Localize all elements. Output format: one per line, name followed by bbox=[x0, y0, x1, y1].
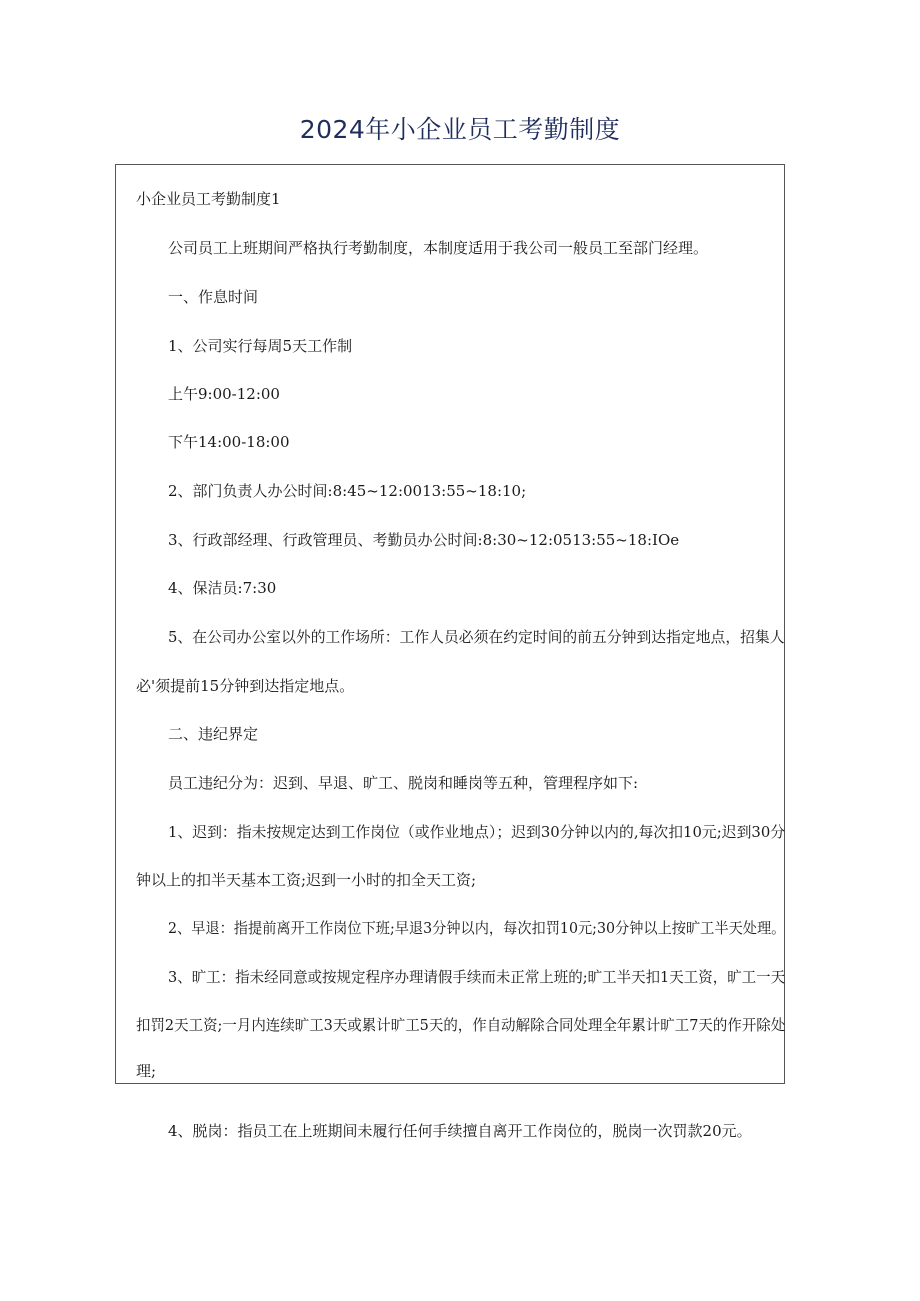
paragraph-line: 1、公司实行每周5天工作制 bbox=[168, 337, 353, 355]
paragraph-line: 下午14:00-18:00 bbox=[168, 433, 290, 451]
paragraph-line: 4、保洁员:7:30 bbox=[168, 579, 277, 597]
document-title: 2024年小企业员工考勤制度 bbox=[299, 115, 621, 144]
paragraph-line: 5、在公司办公室以外的工作场所：工作人员必须在约定时间的前五分钟到达指定地点，招集人 bbox=[168, 628, 785, 646]
paragraph-line: 2、早退：指提前离开工作岗位下班;早退3分钟以内，每次扣罚10元;30分钟以上按旷工半天处理。 bbox=[168, 919, 786, 937]
paragraph-line: 必'须提前15分钟到达指定地点。 bbox=[136, 677, 355, 695]
paragraph-line: 3、旷工：指未经同意或按规定程序办理请假手续而未正常上班的;旷工半天扣1天工资，旷工一天 bbox=[168, 968, 786, 986]
paragraph-line: 员工违纪分为：迟到、早退、旷工、脱岗和睡岗等五种，管理程序如下: bbox=[168, 774, 639, 792]
paragraph-line: 上午9:00-12:00 bbox=[168, 385, 280, 403]
paragraph-line: 二、违纪界定 bbox=[168, 725, 259, 743]
paragraph-line: 1、迟到：指未按规定达到工作岗位（或作业地点）；迟到30分钟以内的,每次扣10元;迟到30分 bbox=[168, 823, 786, 841]
paragraph-line: 3、行政部经理、行政管理员、考勤员办公时间:8:30~12:0513:55~18:IOe bbox=[168, 531, 680, 549]
paragraph-line: 钟以上的扣半天基本工资;迟到一小时的扣全天工资; bbox=[136, 871, 477, 889]
paragraph-line: 扣罚2天工资;一月内连续旷工3天或累计旷工5天的，作自动解除合同处理全年累计旷工7天的作开除处 bbox=[136, 1016, 786, 1034]
paragraph-line: 2、部门负责人办公时间:8:45~12:0013:55~18:10; bbox=[168, 482, 527, 500]
paragraph-line: 理; bbox=[136, 1062, 157, 1080]
paragraph-line: 公司员工上班期间严格执行考勤制度，本制度适用于我公司一般员工至部门经理。 bbox=[168, 239, 709, 257]
paragraph-line: 一、作息时间 bbox=[168, 288, 259, 306]
paragraph-line: 4、脱岗：指员工在上班期间未履行任何手续擅自离开工作岗位的，脱岗一次罚款20元。 bbox=[168, 1122, 752, 1140]
section-heading: 小企业员工考勤制度1 bbox=[136, 190, 281, 208]
